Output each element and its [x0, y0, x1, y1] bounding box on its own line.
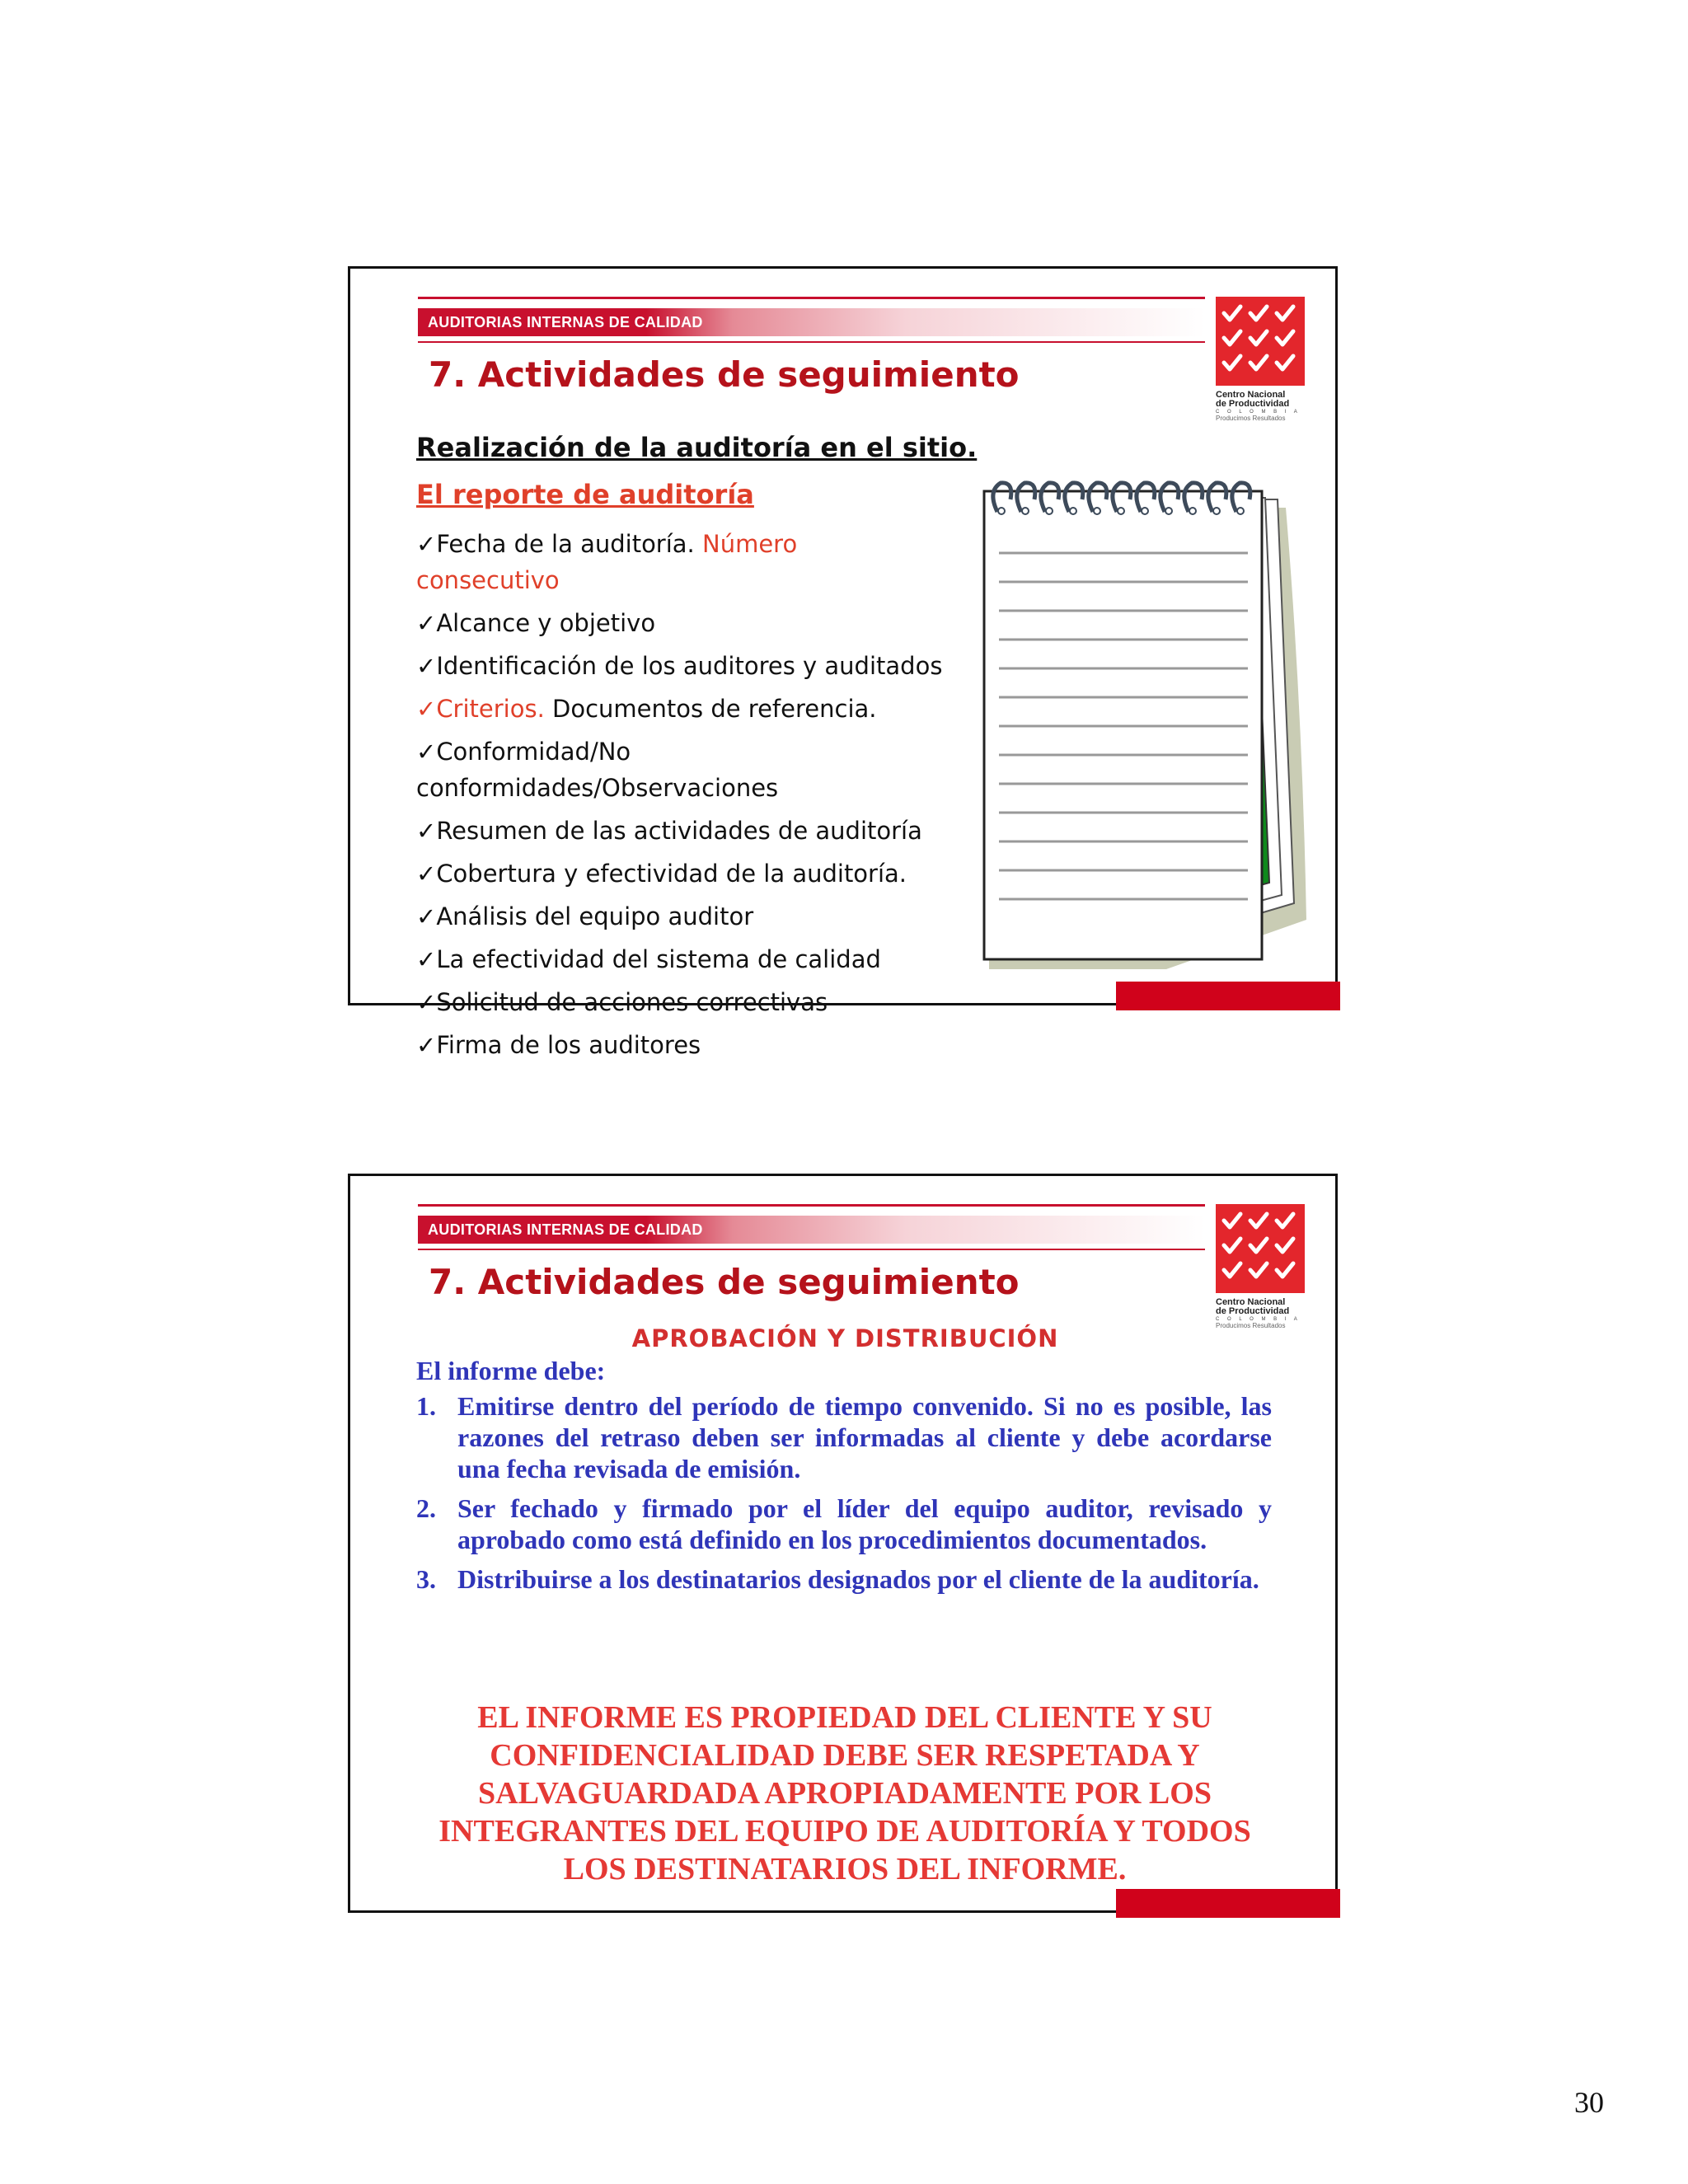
confidentiality-notice: EL INFORME ES PROPIEDAD DEL CLIENTE Y SU CONFIDENCIALIDAD DEBE SER RESPETADA Y SALVAGUARDADA APROPIADAMENTE POR LOS INTEGRANTES DEL EQUIPO DE AUDITORÍA Y TODOS LOS DESTINATARIOS DEL INFORME. [438, 1700, 1251, 1886]
section-heading: APROBACIÓN Y DISTRIBUCIÓN [631, 1324, 1059, 1352]
requirements-list [416, 1390, 1272, 1603]
header-rule-bottom [418, 1249, 1205, 1250]
logo-country: C O L O M B I A [1216, 1317, 1301, 1322]
list-item: ✓Solicitud de acciones correctivas [416, 988, 828, 1016]
footer-red-block [1116, 982, 1340, 1010]
logo [1216, 1204, 1305, 1329]
list-item [416, 1563, 1272, 1595]
header-rule-top [418, 297, 1205, 299]
header-rule-top [418, 1204, 1205, 1207]
check-icon: ✓ [416, 652, 437, 680]
slide-title: 7. Actividades de seguimiento [429, 1262, 1020, 1302]
list-item: ✓Identificación de los auditores y auditados [416, 652, 943, 680]
list-item: ✓Criterios. Documentos de referencia. [416, 695, 877, 723]
check-icon: ✓ [416, 860, 437, 888]
item-text: Emitirse dentro del período de tiempo convenido. Si no es posible, las razones del retraso deben ser informadas al cliente y debe acordarse una fecha revisada de emisión. [457, 1391, 1272, 1483]
report-checklist [416, 526, 944, 1070]
header-bar [418, 308, 1205, 336]
logo-tagline: Producimos Resultados [1216, 415, 1286, 422]
check-grid-logo-icon [1216, 1204, 1305, 1293]
item-text: Ser fechado y firmado por el líder del equipo auditor, revisado y aprobado como está definido en los procedimientos documentados. [457, 1493, 1272, 1554]
slide-2 [348, 1174, 1338, 1913]
slide-1 [348, 266, 1338, 1059]
section-heading: El reporte de auditoría [416, 479, 754, 510]
check-icon: ✓ [416, 817, 437, 845]
list-item: ✓Resumen de las actividades de auditoría [416, 817, 922, 845]
header-rule-bottom [418, 341, 1205, 343]
slide-title: 7. Actividades de seguimiento [429, 354, 1020, 395]
logo-name-line2: de Productividad [1216, 399, 1290, 409]
item-number: 3. [416, 1564, 436, 1594]
slide-subtitle: Realización de la auditoría en el sitio. [416, 432, 978, 463]
check-icon: ✓ [416, 945, 437, 973]
logo-name-line2: de Productividad [1216, 1306, 1290, 1316]
spiral-notebook-icon [956, 458, 1319, 981]
logo-name-line1: Centro Nacional [1216, 390, 1286, 400]
intro-text: El informe debe: [416, 1356, 606, 1385]
item-number: 1. [416, 1391, 436, 1421]
list-item: ✓Fecha de la auditoría. Número consecutivo [416, 530, 798, 594]
list-item: ✓Alcance y objetivo [416, 609, 656, 637]
check-icon: ✓ [416, 902, 437, 930]
list-item: ✓Firma de los auditores [416, 1031, 701, 1059]
header-label: AUDITORIAS INTERNAS DE CALIDAD [428, 1221, 703, 1238]
footer-red-block [1116, 1889, 1340, 1918]
logo-name-line1: Centro Nacional [1216, 1297, 1286, 1307]
header-label: AUDITORIAS INTERNAS DE CALIDAD [428, 314, 703, 330]
list-item: ✓La efectividad del sistema de calidad [416, 945, 881, 973]
check-icon: ✓ [416, 695, 437, 723]
item-text: Distribuirse a los destinatarios designados por el cliente de la auditoría. [457, 1564, 1259, 1594]
check-icon: ✓ [416, 1031, 437, 1059]
check-grid-logo-icon [1216, 297, 1305, 386]
list-item: ✓Cobertura y efectividad de la auditoría. [416, 860, 907, 888]
list-item: ✓Conformidad/No conformidades/Observaciones [416, 738, 779, 802]
list-item [416, 1493, 1272, 1555]
logo [1216, 297, 1305, 422]
logo-country: C O L O M B I A [1216, 410, 1301, 415]
check-icon: ✓ [416, 530, 437, 558]
list-item [416, 1390, 1272, 1484]
check-icon: ✓ [416, 738, 437, 766]
check-icon: ✓ [416, 609, 437, 637]
check-icon: ✓ [416, 988, 437, 1016]
logo-tagline: Producimos Resultados [1216, 1322, 1286, 1329]
item-number: 2. [416, 1493, 436, 1523]
page-number: 30 [1574, 2086, 1604, 2119]
header-bar [418, 1216, 1205, 1244]
list-item: ✓Análisis del equipo auditor [416, 902, 754, 930]
